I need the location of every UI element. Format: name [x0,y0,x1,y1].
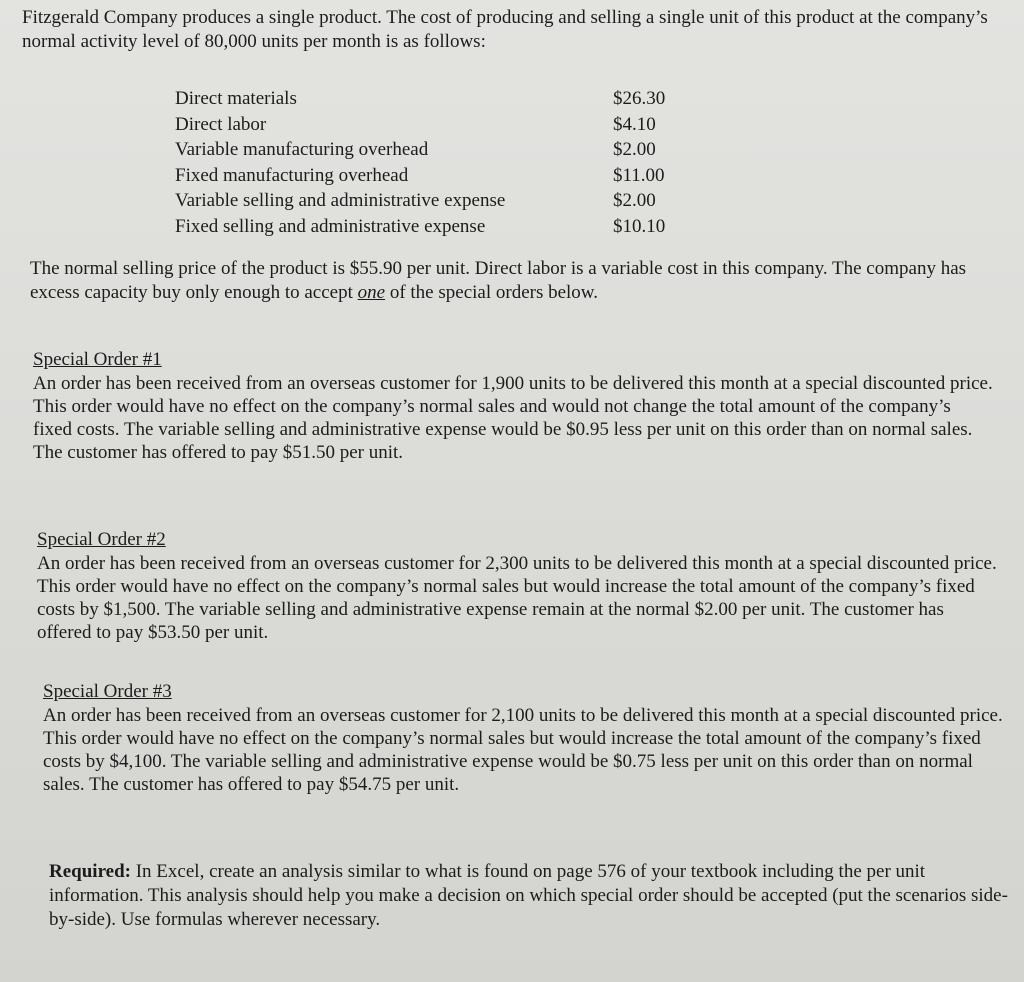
cost-label: Variable selling and administrative expense [175,190,506,211]
cost-amount: $10.10 [613,215,666,237]
special-order-title: Special Order #3 [43,681,172,702]
cost-row [175,86,695,112]
special-order-3 [43,680,1003,796]
cost-amount: $11.00 [613,164,665,186]
special-order-2 [37,528,997,644]
special-order-text: An order has been received from an overseas customer for 2,100 units to be delivered this month at a special discounted price. This order would have no effect on the company’s normal sales but would increase the total amount of the company’s fixed costs by $4,100. The variable selling and administrative expense would be $0.75 less per unit on this order than on normal sales. The customer has offered to pay $54.75 per unit. [43,705,1003,795]
special-order-1 [33,348,993,464]
required-label: Required: [49,861,131,882]
cost-label: Fixed manufacturing overhead [175,164,409,186]
cost-amount: $2.00 [613,139,656,160]
special-order-title: Special Order #1 [33,349,162,370]
cost-row [175,188,695,214]
cost-amount: $4.10 [613,113,656,135]
unit-cost-table [175,86,695,239]
intro-paragraph: Fitzgerald Company produces a single product. The cost of producing and selling a single unit of this product at the company’s normal activity level of 80,000 units per month is as follows: [22,7,988,52]
cost-amount: $2.00 [613,190,656,211]
cost-label: Direct materials [175,88,297,109]
pricing-emphasis: one [357,282,386,303]
pricing-text-before: The normal selling price of the product is $55.90 per unit. Direct labor is a variable cost in this company. The company has excess capacity buy only enough to accept [30,258,967,303]
pricing-paragraph [30,257,1010,305]
cost-amount: $26.30 [613,88,666,109]
cost-row [175,163,695,189]
cost-label: Fixed selling and administrative expense [175,215,486,237]
required-text: In Excel, create an analysis similar to what is found on page 576 of your textbook including the per unit information. This analysis should help you make a decision on which special order should be accepted (put the scenarios side-by-side). Use formulas wherever necessary. [49,861,1008,930]
pricing-text-after: of the special orders below. [385,282,599,303]
cost-row [175,214,695,240]
cost-label: Variable manufacturing overhead [175,139,429,160]
special-order-text: An order has been received from an overseas customer for 2,300 units to be delivered this month at a special discounted price. This order would have no effect on the company’s normal sales but would increase the total amount of the company’s fixed costs by $1,500. The variable selling and administrative expense remain at the normal $2.00 per unit. The customer has offered to pay $53.50 per unit. [37,553,997,643]
special-order-title: Special Order #2 [37,529,166,550]
cost-label: Direct labor [175,113,267,135]
required-paragraph [49,860,1009,932]
cost-row [175,137,695,163]
special-order-text: An order has been received from an overseas customer for 1,900 units to be delivered this month at a special discounted price. This order would have no effect on the company’s normal sales and would not change the total amount of the company’s fixed costs. The variable selling and administrative expense would be $0.95 less per unit on this order than on normal sales. The customer has offered to pay $51.50 per unit. [33,373,993,463]
cost-row [175,112,695,138]
